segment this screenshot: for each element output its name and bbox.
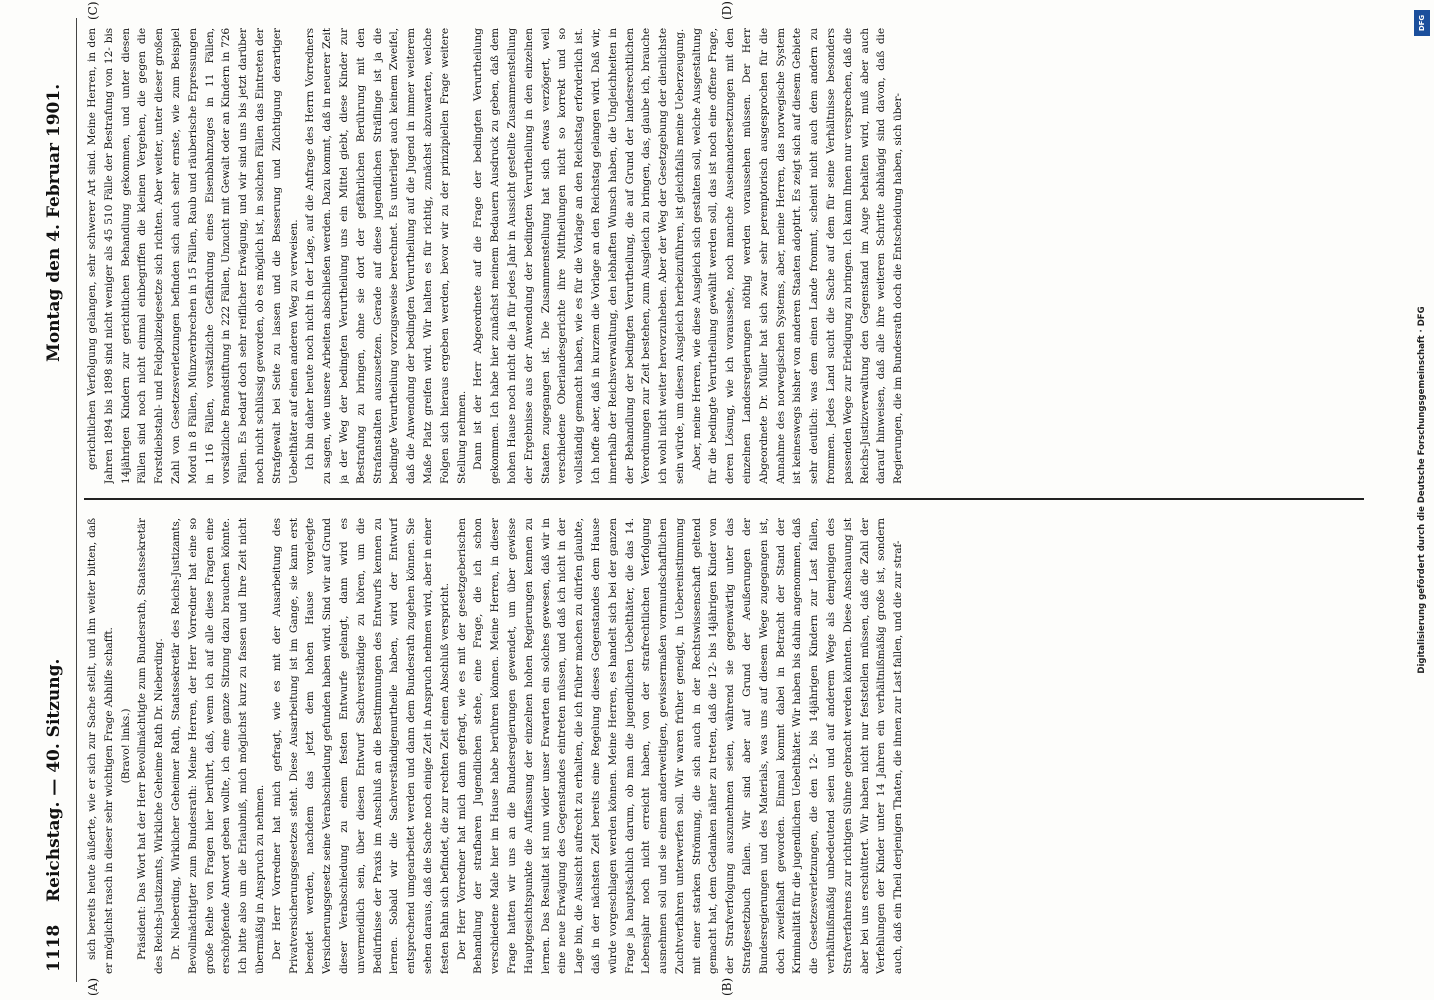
- page-number: 1118: [44, 924, 64, 972]
- right-running-title: Montag den 4. Februar 1901.: [44, 83, 64, 362]
- page-header: [44, 18, 70, 982]
- margin-marker-d: (D): [720, 1, 734, 20]
- paragraph: Aber, meine Herren, wie diese Ausgleich sich gestalten soll, welche Ausgestaltung für die bedingte Verurtheilung gewählt werden soll, das ist noch eine offene Frage, deren Lösung, wie ich voraussehe, noch manche Auseinandersetzungen mit den einzelnen Landesregierungen nöthig werden voraussehen müssen. Der Herr Abgeordnete Dr. Müller hat sich zwar sehr peremptorisch ausgesprochen für die Annahme des norwegischen Systems, aber, meine Herren, das norwegische System ist keineswegs bisher von anderen Staaten adoptirt. Es zeigt sich auf diesem Gebiete sehr deutlich: was dem einen Lande frommt, scheint nicht auch dem andern zu frommen. Jedes Land sucht die Sache auf dem für seine Verhältnisse besonders passenden Wege zur Erledigung zu bringen. Ich kann Ihnen nur versprechen, daß die Reichs-Justizverwaltung den Gegenstand im Auge behalten wird, muß aber auch darauf hinweisen, daß alle ihre weiteren Schritte abhängig sind davon, daß die Regierungen, die im Bundesrath doch die Entscheidung haben, sich über-: [690, 28, 905, 484]
- left-column: [84, 518, 1364, 974]
- paragraph: Der Herr Vorredner hat mich gefragt, wie es mit der Ausarbeitung des Privatversicherungsgesetzes steht. Diese Ausarbeitung ist im Gange, sie kann erst beendet werden, nachdem das jetzt dem hohen Hause vorgelegte Versicherungsgesetz seine Verabschiedung gefunden haben wird. Sind wir auf Grund dieser Verabschiedung zu einem festen Entwurfe gelangt, dann wird es unvermeidlich sein, über diesen Entwurf Sachverständige zu hören, um die Bedürfnisse der Praxis im Anschluß an die Bestimmungen des Entwurfs kennen zu lernen. Sobald wir die Sachverständigenurtheile haben, wird der Entwurf entsprechend umgearbeitet werden und dann dem Bundesrath zugehen können. Sie sehen daraus, daß die Sache noch einige Zeit in Anspruch nehmen wird, aber in einer festen Bahn sich befindet, die zur rechten Zeit einen Abschluß verspricht.: [270, 518, 451, 974]
- margin-marker-a: (A): [86, 977, 100, 996]
- paragraph: Präsident: Das Wort hat der Herr Bevollmächtigte zum Bundesrath, Staatssekretär des Reichs-Justizamts, Wirkliche Geheime Rath Dr. Nieberding.: [136, 518, 166, 974]
- right-column: [84, 28, 1364, 484]
- dfg-logo: [1414, 10, 1430, 36]
- column-rule: [84, 498, 1364, 500]
- margin-marker-c: (C): [86, 1, 100, 20]
- header-rule: [76, 18, 77, 982]
- dfg-logo-text: DFG: [1418, 14, 1426, 32]
- paragraph: Dann ist der Herr Abgeordnete auf die Frage der bedingten Verurtheilung gekommen. Ich habe hier zunächst meinem Bedauern Ausdruck zu geben, daß dem hohen Hause noch nicht die ja für jedes Jahr in Aussicht gestellte Zusammenstellung der Ergebnisse aus der Anwendung der bedingten Verurtheilung in den einzelnen Staaten zugegangen ist. Die Zusammenstellung hat sich etwas verzögert, weil verschiedene Oberlandesgerichte ihre Mittheilungen nicht so korrekt und so vollständig gemacht haben, wie es für die Vorlage an den Reichstag erforderlich ist. Ich hoffe aber, daß in kurzem die Vorlage an den Reichstag gelangen wird. Daß wir, innerhalb der Reichsverwaltung, den lebhaften Wunsch haben, die Ungleichheiten in der Behandlung der bedingten Verurtheilung, die auf Grund der landesrechtlichen Verordnungen zur Zeit bestehen, zum Ausgleich zu bringen, das, glaube ich, brauche ich wohl nicht weiter hervorzuheben. Aber der Weg der Gesetzgebung der dienlichste sein würde, um diesen Ausgleich herbeizuführen, ist gleichfalls meine Ueberzeugung.: [472, 28, 686, 484]
- margin-marker-b: (B): [720, 977, 734, 996]
- paragraph: (Bravo! links.): [119, 708, 132, 784]
- paragraph: Dr. Nieberding, Wirklicher Geheimer Rath, Staatssekretär des Reichs-Justizamts, Bevollmächtigter zum Bundesrath: Meine Herren, der Herr Vorredner hat eine so große Reihe von Fragen hier berührt, daß, wenn ich auf alle diese Fragen eine erschöpfende Antwort geben wollte, ich eine ganze Sitzung dazu brauchen könnte. Ich bitte also um die Erlaubniß, mich möglichst kurz zu fassen und Ihre Zeit nicht übermäßig in Anspruch zu nehmen.: [169, 518, 266, 974]
- paragraph: Der Herr Vorredner hat mich dann gefragt, wie es mit der gesetzgeberischen Behandlung der strafbaren Jugendlichen stehe, eine Frage, die ich schon verschiedene Male hier im Hause habe berühren können. Meine Herren, in dieser Frage hatten wir uns an die Bundesregierungen gewendet, um über gewisse Hauptgesichtspunkte die Auffassung der einzelnen hohen Regierungen kennen zu lernen. Das Resultat ist nun wider unser Erwarten ein solches gewesen, daß wir in eine neue Erwägung des Gegenstandes eintreten müssen, und daß ich nicht in der Lage bin, die Aussicht aufrecht zu erhalten, die ich früher machen zu dürfen glaubte, daß in der nächsten Zeit bereits eine Regelung dieses Gegenstandes dem Hause würde vorgeschlagen werden können. Meine Herren, es handelt sich bei der ganzen Frage ja hauptsächlich darum, ob man die jugendlichen Uebelthäter, die das 14. Lebensjahr noch nicht erreicht haben, von der strafrechtlichen Verfolgung ausnehmen soll und sie einem anderweitigen, gewissermaßen vormundschaftlichen Zuchtverfahren unterwerfen soll. Wir waren früher geneigt, in Uebereinstimmung mit einer starken Strömung, die sich auch in der Rechtswissenschaft geltend gemacht hat, dem Gedanken näher zu treten, daß die 12- bis 14jährigen Kinder von der Strafverfolgung auszunehmen seien, während sie gegenwärtig unter das Strafgesetzbuch fallen. Wir sind aber auf Grund der Aeußerungen der Bundesregierungen und des Materials, was uns auf diesem Wege zugegangen ist, doch zweifelhaft geworden. Einmal kommt dabei in Betracht der Stand der Kriminalität für die jugendlichen Uebelthäter. Wir haben bis dahin angenommen, daß die Gesetzesverletzungen, die den 12- bis 14jährigen Kindern zur Last fallen, verhältnißmäßig unbedeutend seien und auf anderem Wege als demjenigen des Strafverfahrens zur richtigen Sühne gebracht werden könnten. Diese Anschauung ist aber bei uns erschüttert. Wir haben nicht nur feststellen müssen, daß die Zahl der Verfehlungen der Kinder unter 14 Jahren ein verhältnißmäßig große ist, sondern auch, daß ein Theil derjenigen Thaten, die ihnen zur Last fallen, und die zur straf-: [455, 518, 905, 974]
- paragraph: Ich bin daher heute noch nicht in der Lage, auf die Anfrage des Herrn Vorredners zu sagen, wie unsere Arbeiten abschließen werden. Dazu kommt, daß in neuerer Zeit ja der Weg der bedingten Verurtheilung uns ein Mittel giebt, diese Kinder zur Bestrafung zu bringen, ohne sie dort der gefährlichen Berührung mit den Strafanstalten auszusetzen. Gerade auf diese jugendlichen Sträflinge ist ja die bedingte Verurtheilung vorzugsweise berechnet. Es unterliegt auch keinem Zweifel, daß die Anwendung der bedingten Verurtheilung auf die Jugend in immer weiterem Maße Platz greifen wird. Wir halten es für richtig, zunächst abzuwarten, welche Folgen sich hieraus ergeben werden, bevor wir zu der prinzipiellen Frage weitere Stellung nehmen.: [304, 28, 468, 484]
- digitization-credit: [1414, 10, 1430, 990]
- left-running-title: Reichstag. — 40. Sitzung.: [44, 658, 64, 902]
- credit-text: Digitalisierung gefördert durch die Deutsche Forschungsgemeinschaft · DFG: [1417, 306, 1427, 674]
- paragraph: gerichtlichen Verfolgung gelangen, sehr schwerer Art sind. Meine Herren, in den Jahren 1894 bis 1898 sind nicht weniger als 45 510 Fälle der Bestrafung von 12- bis 14jährigen Kindern zur gerichtlichen Behandlung gekommen, und unter diesen Fällen sind noch nicht einmal einbegriffen die kleinen Vergehen, die gegen die Forstdiebstahl- und Feldpolizeigesetze sich richten. Aber weiter, unter dieser großen Zahl von Gesetzesverletzungen befinden sich auch sehr ernste, wie zum Beispiel Mord in 8 Fällen, Münzverbrechen in 15 Fällen, Raub und räuberische Erpressungen in 116 Fällen, vorsätzliche Gefährdung eines Eisenbahnzuges in 11 Fällen, vorsätzliche Brandstiftung in 222 Fällen, Unzucht mit Gewalt oder an Kindern in 726 Fällen. Es bedarf doch sehr reiflicher Erwägung, und wir sind uns bis jetzt darüber noch nicht schlüssig geworden, ob es möglich ist, in solchen Fällen das Eintreten der Strafgewalt bei Seite zu lassen und die Besserung und Züchtigung derartiger Uebelthäter auf einen anderen Weg zu verweisen.: [86, 28, 300, 484]
- paragraph: sich bereits heute äußerte, wie er sich zur Sache stellt, und ihn weiter bitten, daß er möglichst rasch in dieser sehr wichtigen Frage Abhilfe schafft.: [86, 518, 115, 974]
